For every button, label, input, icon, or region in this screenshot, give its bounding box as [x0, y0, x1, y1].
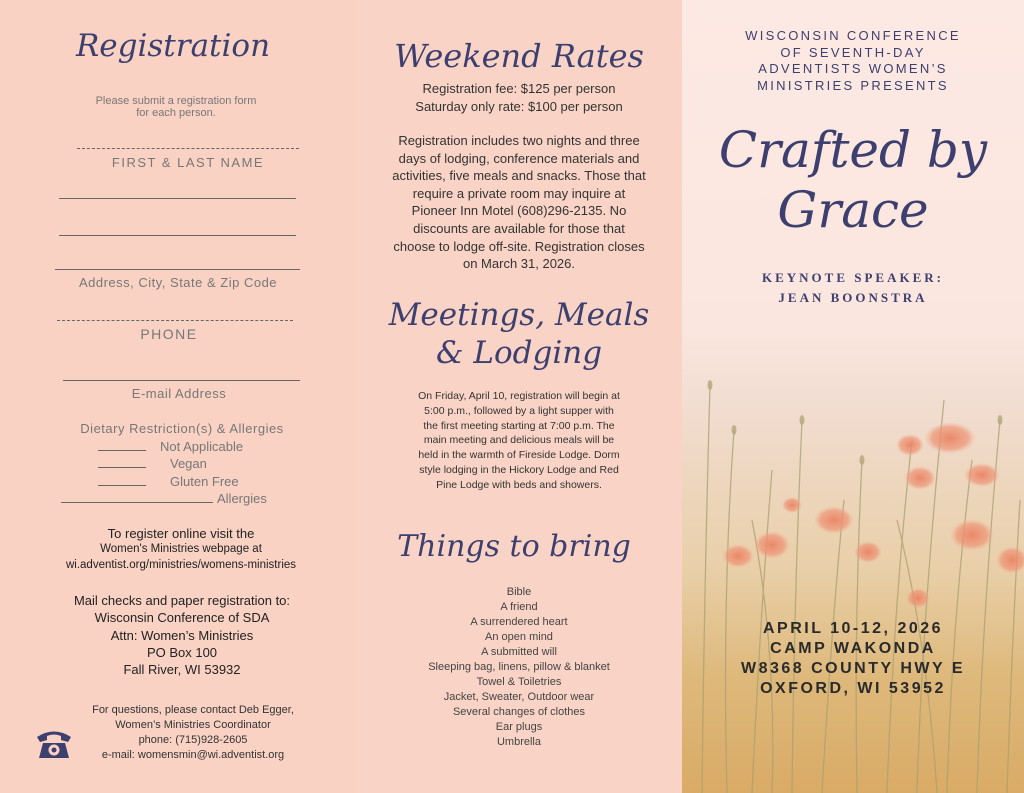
things-to-bring-title: Things to bring	[397, 529, 631, 564]
meetings-details	[356, 389, 682, 493]
contact-phone: phone: (715)928-2605	[138, 734, 248, 746]
meetings-detail-line: On Friday, April 10, registration will begin at	[418, 390, 620, 402]
mail-line: Attn: Women’s Ministries	[110, 627, 254, 643]
address-field-label: Address, City, State & Zip Code	[78, 275, 278, 290]
list-item: Umbrella	[496, 736, 541, 748]
keynote-speaker	[682, 268, 1024, 308]
diet-option-label: Vegan	[170, 456, 207, 471]
rates-detail-line: days of lodging, conference materials and	[398, 150, 640, 166]
mail-address	[0, 592, 364, 678]
speaker-line: KEYNOTE SPEAKER:	[762, 270, 944, 285]
registration-title: Registration	[75, 28, 271, 64]
phone-field-label: PHONE	[140, 326, 198, 342]
meetings-title-line: Meetings, Meals	[388, 297, 650, 333]
address-line-3[interactable]	[55, 269, 300, 270]
event-city: OXFORD, WI 53952	[760, 680, 946, 697]
meetings-detail-line: the first meeting starting at 7:00 p.m. The	[423, 419, 615, 432]
weekend-rates-title: Weekend Rates	[394, 37, 644, 75]
registration-panel	[0, 0, 356, 793]
dietary-heading: Dietary Restriction(s) & Allergies	[80, 421, 284, 436]
rates-detail-line: activities, five meals and snacks. Those that	[392, 168, 646, 184]
contact-line: Women’s Ministries Coordinator	[115, 719, 271, 731]
things-to-bring-list	[356, 585, 682, 750]
mail-line: PO Box 100	[146, 644, 218, 660]
rates-detail-line: Registration includes two nights and three	[398, 133, 640, 148]
presenter-line: MINISTRIES PRESENTS	[757, 77, 949, 93]
list-item: Bible	[506, 586, 532, 598]
rates-details	[356, 132, 682, 273]
list-item: A submitted will	[481, 646, 557, 658]
diet-option-vegan[interactable]	[98, 456, 207, 471]
event-date: APRIL 10-12, 2026	[762, 620, 944, 637]
list-item: Sleeping bag, linens, pillow & blanket	[428, 661, 610, 673]
presenter-line: OF SEVENTH-DAY	[780, 44, 926, 60]
registration-instructions	[0, 95, 352, 119]
mail-line: Wisconsin Conference of SDA	[94, 610, 270, 626]
online-registration	[0, 526, 362, 573]
telephone-icon	[34, 725, 74, 761]
cover-panel	[682, 0, 1024, 793]
email-field-line[interactable]	[63, 380, 300, 381]
list-item: Several changes of clothes	[452, 706, 586, 718]
list-item: A surrendered heart	[470, 616, 568, 628]
address-line-1[interactable]	[59, 198, 296, 199]
online-line: Women's Ministries webpage at	[100, 543, 262, 555]
diet-option-not-applicable[interactable]	[98, 439, 243, 454]
list-item: An open mind	[485, 631, 553, 643]
list-item: Jacket, Sweater, Outdoor wear	[443, 691, 595, 703]
meetings-detail-line: style lodging in the Hickory Lodge and Red	[419, 463, 619, 476]
address-line-2[interactable]	[59, 235, 296, 236]
saturday-rate: Saturday only rate: $100 per person	[415, 99, 623, 114]
diet-option-label: Allergies	[217, 491, 267, 506]
list-item: A friend	[500, 601, 538, 613]
diet-option-label: Not Applicable	[160, 439, 244, 454]
online-line: To register online visit the	[107, 526, 255, 541]
diet-option-gluten-free[interactable]	[98, 474, 239, 489]
meetings-title-line: & Lodging	[435, 335, 603, 371]
meetings-title	[356, 296, 682, 372]
presenter-text	[682, 28, 1024, 94]
presenter-line: WISCONSIN CONFERENCE	[745, 28, 961, 43]
meetings-detail-line: held in the warmth of Fireside Lodge. Dorm	[418, 449, 620, 462]
presenter-line: ADVENTISTS WOMEN’S	[758, 61, 948, 76]
rates-detail-line: on March 31, 2026.	[462, 256, 576, 272]
registration-fee: Registration fee: $125 per person	[422, 81, 616, 96]
rates-detail-line: choose to lodge off-site. Registration closes	[393, 238, 645, 254]
diet-option-label: Gluten Free	[170, 474, 239, 489]
instructions-line: for each person.	[136, 107, 216, 119]
list-item: Towel & Toiletries	[476, 676, 562, 688]
event-details	[682, 619, 1024, 699]
speaker-line: JEAN BOONSTRA	[778, 290, 928, 305]
mail-heading: Mail checks and paper registration to:	[73, 593, 291, 608]
rates-prices	[356, 80, 682, 116]
online-url[interactable]: wi.adventist.org/ministries/womens-ministries	[65, 559, 297, 571]
contact-email[interactable]: e-mail: womensmin@wi.adventist.org	[101, 749, 285, 761]
name-field-label: FIRST & LAST NAME	[111, 155, 265, 170]
phone-field-line[interactable]	[57, 320, 293, 321]
name-field-line[interactable]	[77, 148, 299, 149]
info-panel	[356, 0, 682, 793]
contact-line: For questions, please contact Deb Egger,	[92, 704, 294, 716]
meetings-detail-line: Pine Lodge with beds and showers.	[436, 478, 602, 491]
event-title-line: Crafted by	[718, 121, 988, 179]
list-item: Ear plugs	[495, 721, 543, 733]
rates-detail-line: discounts are available for those that	[413, 220, 625, 236]
meetings-detail-line: main meeting and delicious meals will be	[423, 434, 615, 447]
event-address: W8368 COUNTY HWY E	[740, 660, 965, 677]
email-field-label: E-mail Address	[131, 386, 227, 401]
rates-detail-line: Pioneer Inn Motel (608)296-2135. No	[411, 203, 627, 219]
event-title	[682, 120, 1024, 240]
event-venue: CAMP WAKONDA	[770, 640, 936, 657]
meetings-detail-line: 5:00 p.m., followed by a light supper with	[424, 404, 614, 417]
diet-option-allergies[interactable]	[61, 491, 267, 506]
rates-detail-line: require a private room may inquire at	[412, 185, 626, 201]
mail-line: Fall River, WI 53932	[123, 662, 241, 678]
instructions-line: Please submit a registration form	[95, 95, 257, 107]
event-title-line: Grace	[777, 181, 929, 239]
